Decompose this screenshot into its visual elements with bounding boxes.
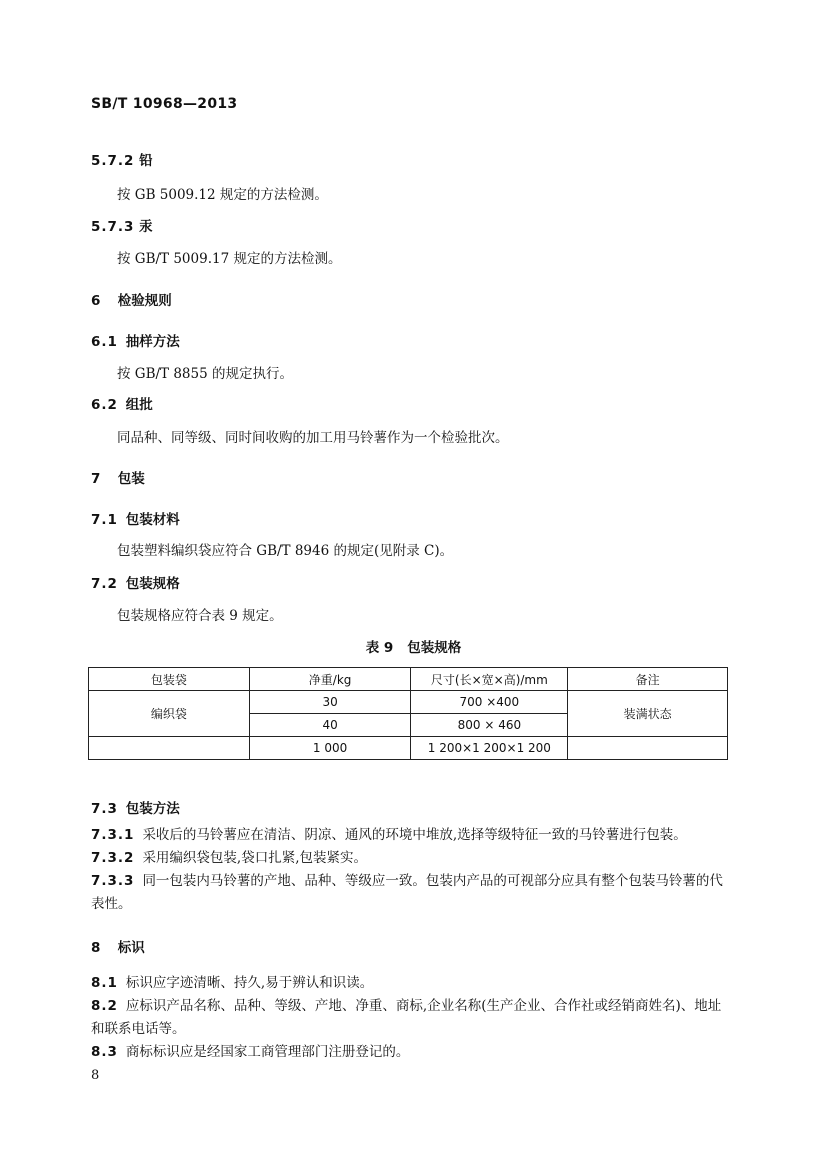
- body-text: 按 GB/T 5009.17 规定的方法检测。: [117, 251, 342, 267]
- body-text: 包装塑料编织袋应符合 GB/T 8946 的规定(见附录 C)。: [117, 543, 454, 559]
- table-cell-weight: 1 000: [249, 737, 411, 760]
- section-heading-7-3: [91, 797, 180, 817]
- clause-text: 采用编织袋包装,袋口扎紧,包装紧实。: [142, 850, 368, 866]
- section-title: 包装方法: [125, 801, 180, 817]
- section-title: 组批: [125, 397, 153, 413]
- document-code: SB/T 10968—2013: [91, 96, 238, 112]
- section-heading-7-2: [91, 572, 180, 592]
- section-heading-6: [91, 289, 172, 309]
- table-cell-size: 800 × 460: [411, 714, 568, 737]
- clause-7-3-3: [91, 870, 731, 916]
- table-header-row: [89, 668, 728, 691]
- section-heading-5-7-2: [91, 149, 153, 169]
- table-cell-size: 1 200×1 200×1 200: [411, 737, 568, 760]
- clause-8-3: [91, 1041, 731, 1064]
- clause-8-1: [91, 972, 731, 995]
- section-number: 7.2: [91, 576, 118, 592]
- section-title: 包装规格: [125, 576, 180, 592]
- clause-number: 7.3.3: [91, 873, 135, 889]
- clause-text: 同一包装内马铃薯的产地、品种、等级应一致。包装内产品的可视部分应具有整个包装马铃薯的代表性。: [91, 873, 723, 912]
- table-header-cell: 备注: [568, 668, 728, 691]
- table-cell-weight: 30: [249, 691, 411, 714]
- section-heading-6-1: [91, 330, 180, 350]
- body-text: 同品种、同等级、同时间收购的加工用马铃薯作为一个检验批次。: [117, 430, 509, 446]
- table-cell-note: [568, 737, 728, 760]
- section-heading-7-1: [91, 508, 180, 528]
- body-text: 按 GB 5009.12 规定的方法检测。: [117, 187, 328, 203]
- table-row: [89, 737, 728, 760]
- section-number: 6.2: [91, 397, 118, 413]
- section-title: 铅: [139, 153, 153, 169]
- clause-number: 8.2: [91, 998, 118, 1014]
- section-heading-8: [91, 936, 145, 956]
- section-number: 6.1: [91, 334, 118, 350]
- table-header-cell: 尺寸(长×宽×高)/mm: [411, 668, 568, 691]
- clause-text: 商标标识应是经国家工商管理部门注册登记的。: [125, 1044, 410, 1060]
- packaging-spec-table: [88, 667, 728, 760]
- table-caption: [0, 636, 827, 656]
- section-number: 7.3: [91, 801, 118, 817]
- clause-number: 7.3.1: [91, 827, 135, 843]
- table-header-cell: 包装袋: [89, 668, 250, 691]
- clause-7-3-1: [91, 824, 731, 847]
- clause-text: 应标识产品名称、品种、等级、产地、净重、商标,企业名称(生产企业、合作社或经销商姓名)、地址和联系电话等。: [91, 998, 722, 1037]
- section-number: 7: [91, 471, 102, 487]
- section-number: 5.7.2: [91, 153, 135, 169]
- section-title: 汞: [139, 219, 153, 235]
- section-title: 标识: [117, 940, 145, 956]
- clause-text: 标识应字迹清晰、持久,易于辨认和识读。: [125, 975, 374, 991]
- table-cell-note: 装满状态: [568, 691, 728, 737]
- page-number: 8: [91, 1068, 100, 1083]
- section-title: 检验规则: [117, 293, 172, 309]
- table-cell-bag-type: 编织袋: [89, 691, 250, 737]
- section-number: 8: [91, 940, 102, 956]
- section-number: 6: [91, 293, 102, 309]
- clause-8-2: [91, 995, 731, 1041]
- clause-text: 采收后的马铃薯应在清洁、阴凉、通风的环境中堆放,选择等级特征一致的马铃薯进行包装。: [142, 827, 687, 843]
- section-number: 5.7.3: [91, 219, 135, 235]
- table-header-cell: 净重/kg: [249, 668, 411, 691]
- table-cell-size: 700 ×400: [411, 691, 568, 714]
- body-text: 包装规格应符合表 9 规定。: [117, 608, 283, 624]
- table-title: 包装规格: [407, 640, 462, 656]
- section-title: 包装: [117, 471, 145, 487]
- table-number: 表 9: [365, 640, 394, 656]
- section-heading-5-7-3: [91, 215, 153, 235]
- section-title: 抽样方法: [125, 334, 180, 350]
- section-number: 7.1: [91, 512, 118, 528]
- clause-number: 8.3: [91, 1044, 118, 1060]
- clause-7-3-2: [91, 847, 731, 870]
- clause-number: 7.3.2: [91, 850, 135, 866]
- table-cell-bag-type: [89, 737, 250, 760]
- table-row: [89, 691, 728, 714]
- section-title: 包装材料: [125, 512, 180, 528]
- section-heading-6-2: [91, 393, 153, 413]
- table-cell-weight: 40: [249, 714, 411, 737]
- clause-number: 8.1: [91, 975, 118, 991]
- section-heading-7: [91, 467, 145, 487]
- body-text: 按 GB/T 8855 的规定执行。: [117, 366, 293, 382]
